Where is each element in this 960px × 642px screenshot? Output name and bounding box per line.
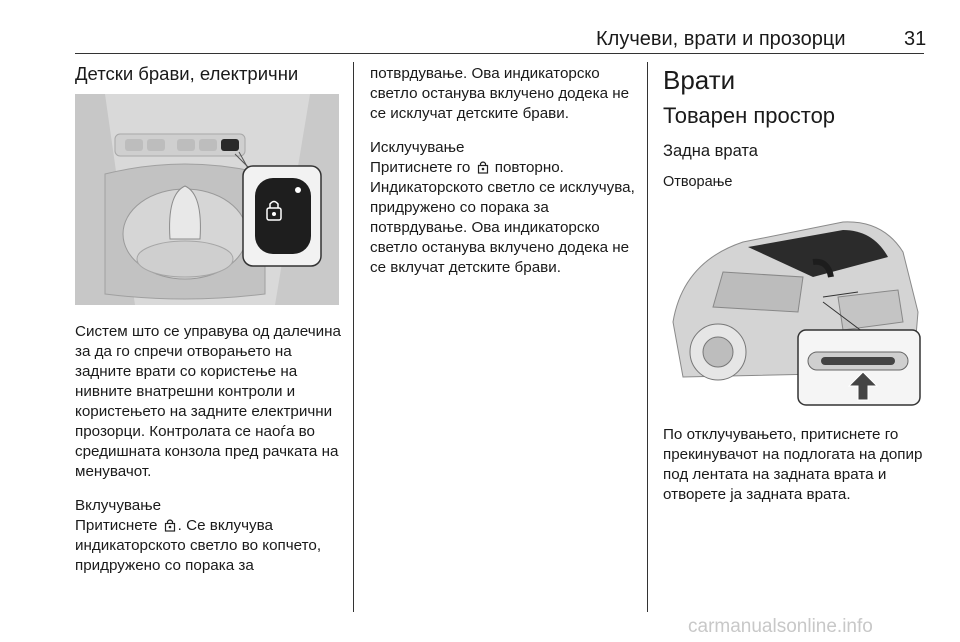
- disable-paragraph: [370, 158, 640, 278]
- section-heading: Товарен простор: [663, 103, 836, 128]
- section-heading: Детски брави, електрични: [75, 63, 299, 84]
- page-number: 31: [904, 28, 927, 50]
- header-rule: [75, 53, 924, 54]
- column-middle: [370, 64, 640, 292]
- tailgate-paragraph: По отклучувањето, притиснете го прекинувачот на подлогата на допир под лентата на задната врата и отворете ја задната врата.: [663, 426, 923, 503]
- enable-paragraph: [75, 516, 343, 576]
- column-right: [663, 64, 928, 519]
- continued-paragraph: потврдување. Ова индикаторско светло останува вклучено додека не се исклучат детските брави.: [370, 65, 630, 122]
- intro-paragraph: Систем што се управува од далечина за да го спречи отворањето на задните врати со користење на нивните внатрешни контроли и користењето на задните електрични прозорци. Контролата се наоѓа во средишната конзола пред рачката на менувачот.: [75, 323, 341, 480]
- disable-heading: Исклучување: [370, 139, 465, 156]
- child-lock-icon: [477, 160, 489, 174]
- column-divider: [647, 62, 648, 612]
- watermark: carmanualsonline.info: [688, 616, 873, 637]
- subsection-heading: Задна врата: [663, 142, 758, 160]
- child-lock-icon: [164, 518, 176, 532]
- tailgate-opening-illustration: [663, 202, 925, 411]
- column-left: [75, 64, 343, 590]
- enable-text-start: Притиснете: [75, 517, 162, 534]
- procedure-heading: Отворање: [663, 174, 733, 190]
- enable-text-end: . Се вклучува индикаторското светло во копчето, придружено со порака за: [75, 517, 322, 574]
- chapter-heading: Врати: [663, 65, 736, 95]
- enable-heading: Вклучување: [75, 497, 162, 514]
- child-lock-switch-illustration: [75, 94, 339, 305]
- disable-text-start: Притиснете го: [370, 159, 475, 176]
- column-divider: [353, 62, 354, 612]
- disable-text-end: повторно. Индикаторското светло се исклучува, придружено со порака за потврдување. Ова индикаторско светло останува вклучено додека не се вклучат детските брави.: [370, 159, 635, 276]
- running-header-title: Клучеви, врати и прозорци: [596, 28, 846, 50]
